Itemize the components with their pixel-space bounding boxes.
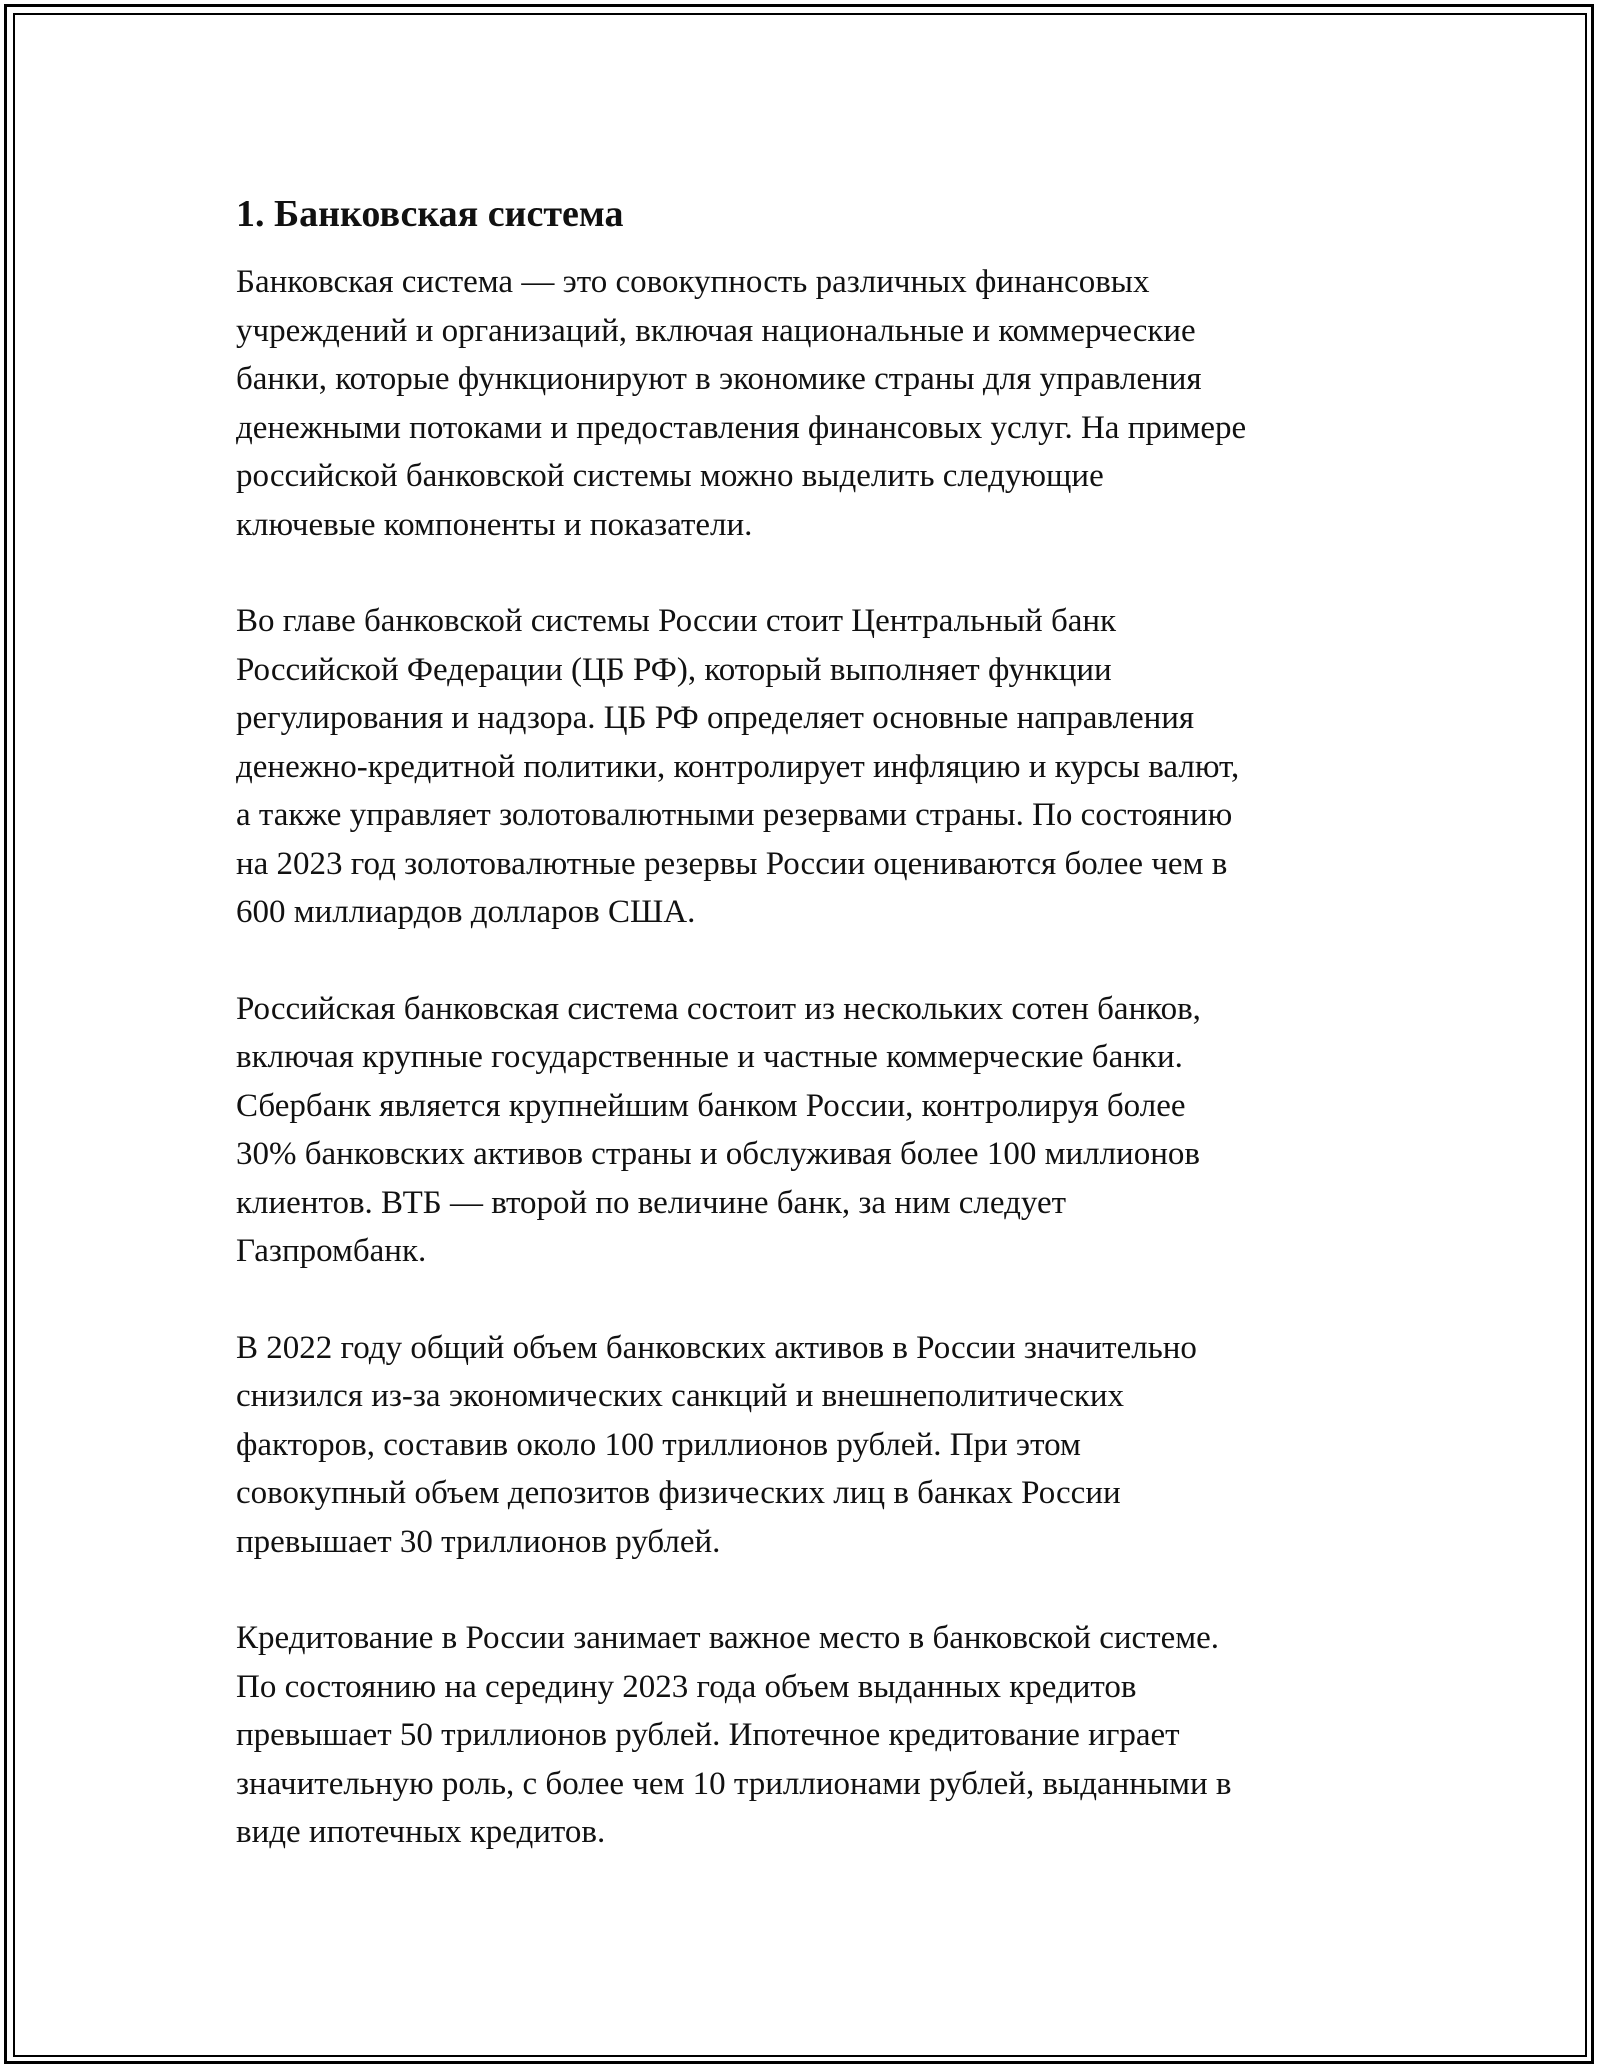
- paragraph-line: денежными потоками и предоставления финансовых услуг. На примере: [236, 409, 1247, 446]
- paragraph-line: банки, которые функционируют в экономике страны для управления: [236, 361, 1202, 397]
- paragraph-line: Во главе банковской системы России стоит Центральный банк: [236, 603, 1117, 639]
- paragraph-line: Российская банковская система состоит из нескольких сотен банков,: [236, 990, 1201, 1027]
- paragraph-line: 30% банковских активов страны и обслуживая более 100 миллионов: [236, 1136, 1200, 1172]
- paragraph-line: По состоянию на середину 2023 года объем выданных кредитов: [236, 1668, 1137, 1705]
- paragraph-line: Кредитование в России занимает важное место в банковской системе.: [236, 1620, 1220, 1656]
- paragraph-line: 600 миллиардов долларов США.: [236, 894, 696, 930]
- paragraph-line: превышает 30 триллионов рублей.: [236, 1523, 721, 1560]
- paragraph-1: [236, 258, 1406, 549]
- paragraph-line: включая крупные государственные и частные коммерческие банки.: [236, 1039, 1183, 1075]
- section-heading: 1. Банковская система: [236, 193, 624, 235]
- paragraph-4: [236, 1324, 1406, 1567]
- paragraph-line: регулирования и надзора. ЦБ РФ определяет основные направления: [236, 700, 1195, 736]
- paragraph-line: на 2023 год золотовалютные резервы России оцениваются более чем в: [236, 845, 1228, 882]
- paragraph-line: В 2022 году общий объем банковских активов в России значительно: [236, 1329, 1197, 1366]
- paragraph-line: российской банковской системы можно выделить следующие: [236, 458, 1104, 494]
- paragraph-line: снизился из-за экономических санкций и внешнеполитических: [236, 1378, 1125, 1414]
- paragraph-5: [236, 1614, 1406, 1857]
- paragraph-line: превышает 50 триллионов рублей. Ипотечное кредитование играет: [236, 1717, 1180, 1753]
- paragraph-line: факторов, составив около 100 триллионов рублей. При этом: [236, 1426, 1081, 1463]
- paragraph-3: [236, 985, 1406, 1276]
- paragraph-line: а также управляет золотовалютными резервами страны. По состоянию: [236, 797, 1233, 833]
- paragraph-line: Газпромбанк.: [236, 1233, 427, 1269]
- paragraph-line: Российской Федерации (ЦБ РФ), который выполняет функции: [236, 651, 1112, 688]
- paragraph-line: клиентов. ВТБ — второй по величине банк, за ним следует: [236, 1184, 1067, 1221]
- paragraph-line: совокупный объем депозитов физических лиц в банках России: [236, 1475, 1121, 1511]
- paragraph-line: значительную роль, с более чем 10 триллионами рублей, выданными в: [236, 1765, 1232, 1802]
- paragraph-2: [236, 597, 1406, 937]
- paragraph-line: Банковская система — это совокупность различных финансовых: [236, 264, 1150, 300]
- paragraph-line: ключевые компоненты и показатели.: [236, 506, 753, 543]
- paragraph-line: учреждений и организаций, включая национальные и коммерческие: [236, 312, 1196, 349]
- paragraph-line: Сбербанк является крупнейшим банком России, контролируя более: [236, 1087, 1186, 1124]
- paragraph-line: виде ипотечных кредитов.: [236, 1814, 606, 1850]
- paragraph-line: денежно-кредитной политики, контролирует инфляцию и курсы валют,: [236, 748, 1240, 785]
- document-body: [236, 186, 1406, 1905]
- paragraphs-container: [236, 258, 1406, 1857]
